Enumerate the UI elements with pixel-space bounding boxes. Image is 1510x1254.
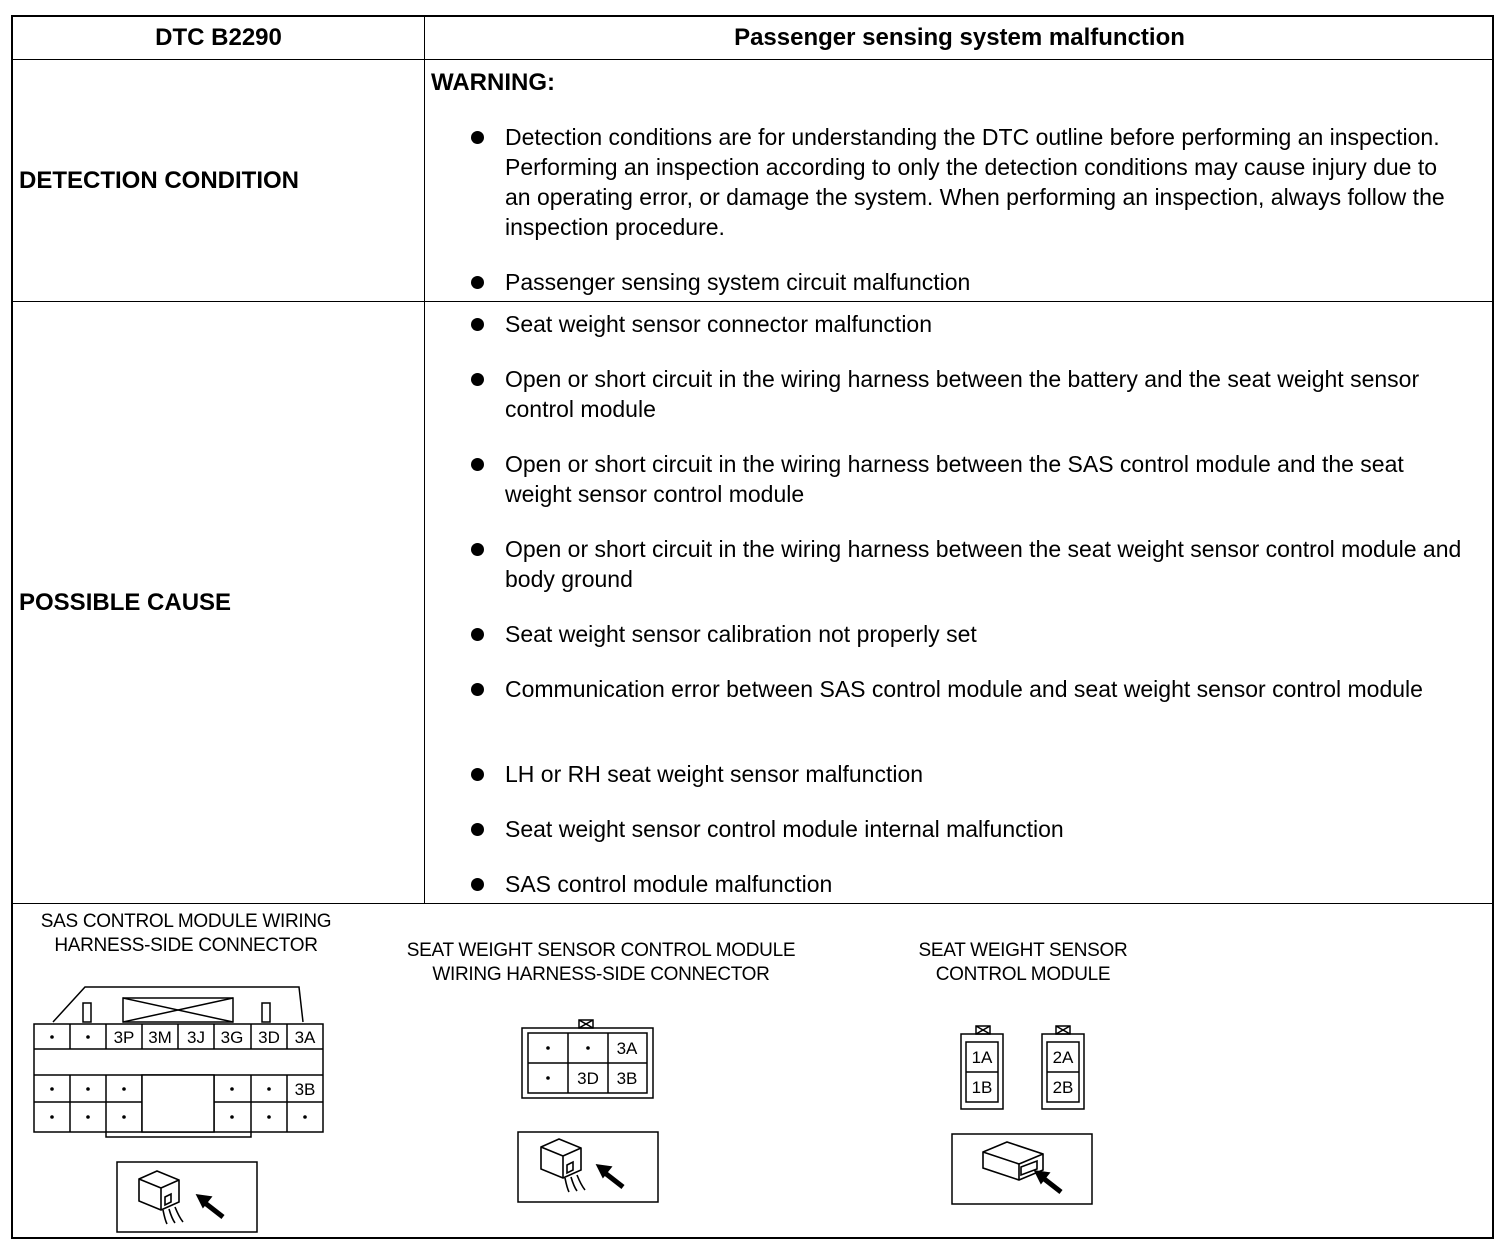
connector-plug-icon <box>541 1139 623 1192</box>
swscm-pin-2a: 2A <box>1052 1048 1074 1067</box>
list-item-text: Communication error between SAS control module and seat weight sensor control module <box>505 676 1423 702</box>
dtc-title: Passenger sensing system malfunction <box>734 24 1185 51</box>
swscm-harness-pin-3a: 3A <box>616 1039 638 1058</box>
swscm-harness-pin-3b: 3B <box>616 1069 638 1088</box>
list-item-text: Detection conditions are for understanding the DTC outline before performing an inspection. Performing an inspection according to only the detection conditions may cause injury due to an operating error, or damage the system. When performing an inspection, always follow the inspection procedure. <box>505 124 1445 240</box>
connector-plug-icon <box>983 1142 1061 1192</box>
caption-line: SEAT WEIGHT SENSOR CONTROL MODULE <box>406 940 796 961</box>
list-item-text: SAS control module malfunction <box>505 871 833 897</box>
sas-pin-3a: 3A <box>294 1028 316 1047</box>
caption-line: SEAT WEIGHT SENSOR <box>918 940 1128 961</box>
sas-pin-3g: 3G <box>220 1028 244 1047</box>
list-item-text: Open or short circuit in the wiring harness between the battery and the seat weight sensor control module <box>505 366 1420 422</box>
warning-label: WARNING: <box>431 69 555 96</box>
detection-condition-label: DETECTION CONDITION <box>19 167 299 194</box>
swscm-harness-pin-3d: 3D <box>577 1069 599 1088</box>
list-item-text: Seat weight sensor calibration not properly set <box>505 621 977 647</box>
sas-pin-3j: 3J <box>187 1028 205 1047</box>
list-item-text: LH or RH seat weight sensor malfunction <box>505 761 924 787</box>
list-item-text: Open or short circuit in the wiring harness between the SAS control module and the seat weight sensor control module <box>505 451 1404 507</box>
sas-pin-3d: 3D <box>258 1028 280 1047</box>
caption-line: WIRING HARNESS-SIDE CONNECTOR <box>432 964 770 985</box>
sas-pin-3p: 3P <box>113 1028 135 1047</box>
caption-line: CONTROL MODULE <box>935 964 1111 985</box>
list-item-text: Seat weight sensor connector malfunction <box>505 311 933 337</box>
dtc-code: DTC B2290 <box>155 24 282 51</box>
swscm-pin-2b: 2B <box>1052 1078 1074 1097</box>
sas-pin-3b: 3B <box>294 1080 316 1099</box>
dtc-table <box>11 15 1494 1239</box>
swscm-pin-1a: 1A <box>971 1048 993 1067</box>
list-item-text: Open or short circuit in the wiring harness between the seat weight sensor control module and body ground <box>505 536 1462 592</box>
list-item-text: Seat weight sensor control module internal malfunction <box>505 816 1064 842</box>
caption-line: HARNESS-SIDE CONNECTOR <box>54 935 318 956</box>
connector-plug-icon <box>139 1171 223 1224</box>
possible-cause-label: POSSIBLE CAUSE <box>19 589 232 616</box>
list-item-text: Passenger sensing system circuit malfunction <box>505 269 971 295</box>
caption-line: SAS CONTROL MODULE WIRING <box>40 911 332 932</box>
connector-diagrams <box>13 17 1493 1237</box>
sas-pin-3m: 3M <box>148 1028 172 1047</box>
swscm-pin-1b: 1B <box>971 1078 993 1097</box>
